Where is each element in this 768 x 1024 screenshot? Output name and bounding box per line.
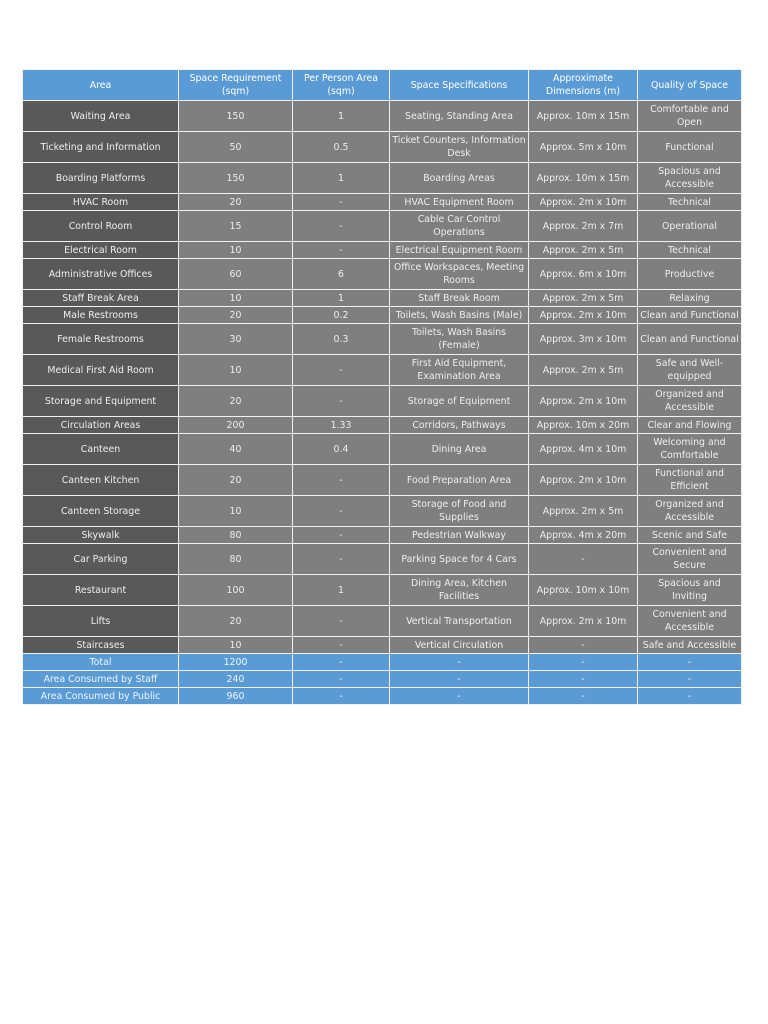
quality-cell: Spacious and Accessible [638, 163, 742, 194]
per-person-cell: 1 [293, 575, 390, 606]
table-row [23, 290, 742, 307]
space-cell: 10 [179, 290, 293, 307]
space-requirements-table [22, 69, 742, 705]
table-row [23, 242, 742, 259]
space-cell: 40 [179, 434, 293, 465]
header-quality-of-space: Quality of Space [638, 70, 742, 101]
table-row [23, 163, 742, 194]
area-cell: Canteen Kitchen [23, 465, 179, 496]
specs-cell: Vertical Circulation [390, 637, 529, 654]
area-cell: Restaurant [23, 575, 179, 606]
summary-row [23, 671, 742, 688]
quality-cell: Spacious and Inviting [638, 575, 742, 606]
per-person-cell: - [293, 527, 390, 544]
quality-cell: Technical [638, 194, 742, 211]
space-cell: 150 [179, 163, 293, 194]
area-cell: Female Restrooms [23, 324, 179, 355]
specs-cell: Pedestrian Walkway [390, 527, 529, 544]
specs-cell: Dining Area [390, 434, 529, 465]
quality-cell: Clean and Functional [638, 324, 742, 355]
dims-cell: Approx. 10m x 10m [529, 575, 638, 606]
per-person-cell: - [293, 355, 390, 386]
space-cell: 200 [179, 417, 293, 434]
per-person-cell: - [293, 637, 390, 654]
quality-cell: Welcoming and Comfortable [638, 434, 742, 465]
per-person-cell: 1 [293, 101, 390, 132]
specs-cell: Parking Space for 4 Cars [390, 544, 529, 575]
summary-specs-cell: - [390, 654, 529, 671]
summary-space-cell: 240 [179, 671, 293, 688]
per-person-cell: 6 [293, 259, 390, 290]
dims-cell: Approx. 2m x 10m [529, 307, 638, 324]
table-row [23, 637, 742, 654]
space-cell: 20 [179, 606, 293, 637]
area-cell: HVAC Room [23, 194, 179, 211]
table-row [23, 307, 742, 324]
summary-dims-cell: - [529, 671, 638, 688]
table-row [23, 465, 742, 496]
space-cell: 50 [179, 132, 293, 163]
specs-cell: Toilets, Wash Basins (Female) [390, 324, 529, 355]
header-per-person-area: Per Person Area (sqm) [293, 70, 390, 101]
table-row [23, 544, 742, 575]
header-space-requirement: Space Requirement (sqm) [179, 70, 293, 101]
summary-space-cell: 1200 [179, 654, 293, 671]
per-person-cell: - [293, 211, 390, 242]
dims-cell: Approx. 4m x 20m [529, 527, 638, 544]
dims-cell: Approx. 2m x 5m [529, 290, 638, 307]
table-row [23, 194, 742, 211]
dims-cell: Approx. 2m x 5m [529, 496, 638, 527]
quality-cell: Convenient and Accessible [638, 606, 742, 637]
specs-cell: Ticket Counters, Information Desk [390, 132, 529, 163]
table-row [23, 606, 742, 637]
per-person-cell: - [293, 465, 390, 496]
area-cell: Waiting Area [23, 101, 179, 132]
dims-cell: Approx. 2m x 10m [529, 465, 638, 496]
table-body [23, 101, 742, 654]
specs-cell: Boarding Areas [390, 163, 529, 194]
specs-cell: Toilets, Wash Basins (Male) [390, 307, 529, 324]
quality-cell: Safe and Well-equipped [638, 355, 742, 386]
dims-cell: - [529, 637, 638, 654]
dims-cell: Approx. 2m x 10m [529, 194, 638, 211]
area-cell: Electrical Room [23, 242, 179, 259]
quality-cell: Comfortable and Open [638, 101, 742, 132]
table-row [23, 101, 742, 132]
quality-cell: Productive [638, 259, 742, 290]
per-person-cell: 0.3 [293, 324, 390, 355]
summary-row [23, 688, 742, 705]
space-cell: 10 [179, 637, 293, 654]
quality-cell: Scenic and Safe [638, 527, 742, 544]
space-cell: 60 [179, 259, 293, 290]
specs-cell: Food Preparation Area [390, 465, 529, 496]
area-cell: Medical First Aid Room [23, 355, 179, 386]
summary-per-person-cell: - [293, 688, 390, 705]
space-cell: 20 [179, 194, 293, 211]
dims-cell: Approx. 5m x 10m [529, 132, 638, 163]
table-header-row [23, 70, 742, 101]
dims-cell: Approx. 2m x 10m [529, 606, 638, 637]
dims-cell: Approx. 2m x 7m [529, 211, 638, 242]
per-person-cell: - [293, 496, 390, 527]
space-cell: 15 [179, 211, 293, 242]
specs-cell: Dining Area, Kitchen Facilities [390, 575, 529, 606]
quality-cell: Organized and Accessible [638, 496, 742, 527]
quality-cell: Operational [638, 211, 742, 242]
specs-cell: Storage of Equipment [390, 386, 529, 417]
specs-cell: Vertical Transportation [390, 606, 529, 637]
summary-specs-cell: - [390, 688, 529, 705]
space-cell: 10 [179, 496, 293, 527]
summary-dims-cell: - [529, 688, 638, 705]
quality-cell: Clear and Flowing [638, 417, 742, 434]
per-person-cell: 1 [293, 290, 390, 307]
dims-cell: Approx. 10m x 20m [529, 417, 638, 434]
table-summary [23, 654, 742, 705]
table-row [23, 386, 742, 417]
per-person-cell: 0.4 [293, 434, 390, 465]
area-cell: Control Room [23, 211, 179, 242]
per-person-cell: - [293, 242, 390, 259]
specs-cell: Cable Car Control Operations [390, 211, 529, 242]
space-cell: 30 [179, 324, 293, 355]
area-cell: Male Restrooms [23, 307, 179, 324]
area-cell: Canteen Storage [23, 496, 179, 527]
summary-area-cell: Area Consumed by Public [23, 688, 179, 705]
dims-cell: Approx. 2m x 5m [529, 242, 638, 259]
summary-row [23, 654, 742, 671]
summary-per-person-cell: - [293, 654, 390, 671]
area-cell: Circulation Areas [23, 417, 179, 434]
area-cell: Skywalk [23, 527, 179, 544]
space-cell: 10 [179, 242, 293, 259]
quality-cell: Functional [638, 132, 742, 163]
space-cell: 80 [179, 527, 293, 544]
dims-cell: Approx. 3m x 10m [529, 324, 638, 355]
area-cell: Staircases [23, 637, 179, 654]
area-cell: Staff Break Area [23, 290, 179, 307]
header-approximate-dimensions: Approximate Dimensions (m) [529, 70, 638, 101]
table-row [23, 324, 742, 355]
space-cell: 80 [179, 544, 293, 575]
summary-specs-cell: - [390, 671, 529, 688]
area-cell: Ticketing and Information [23, 132, 179, 163]
space-cell: 10 [179, 355, 293, 386]
table-row [23, 259, 742, 290]
summary-quality-cell: - [638, 654, 742, 671]
specs-cell: Staff Break Room [390, 290, 529, 307]
specs-cell: Corridors, Pathways [390, 417, 529, 434]
per-person-cell: 0.2 [293, 307, 390, 324]
area-cell: Administrative Offices [23, 259, 179, 290]
dims-cell: - [529, 544, 638, 575]
dims-cell: Approx. 10m x 15m [529, 163, 638, 194]
dims-cell: Approx. 2m x 10m [529, 386, 638, 417]
per-person-cell: - [293, 386, 390, 417]
area-cell: Boarding Platforms [23, 163, 179, 194]
space-cell: 20 [179, 386, 293, 417]
table-row [23, 434, 742, 465]
space-cell: 150 [179, 101, 293, 132]
dims-cell: Approx. 10m x 15m [529, 101, 638, 132]
header-area: Area [23, 70, 179, 101]
summary-area-cell: Total [23, 654, 179, 671]
space-cell: 100 [179, 575, 293, 606]
per-person-cell: 0.5 [293, 132, 390, 163]
per-person-cell: - [293, 606, 390, 637]
summary-per-person-cell: - [293, 671, 390, 688]
per-person-cell: 1.33 [293, 417, 390, 434]
dims-cell: Approx. 4m x 10m [529, 434, 638, 465]
per-person-cell: - [293, 194, 390, 211]
summary-area-cell: Area Consumed by Staff [23, 671, 179, 688]
quality-cell: Convenient and Secure [638, 544, 742, 575]
table-row [23, 496, 742, 527]
dims-cell: Approx. 6m x 10m [529, 259, 638, 290]
specs-cell: Office Workspaces, Meeting Rooms [390, 259, 529, 290]
space-cell: 20 [179, 465, 293, 496]
document-page [22, 69, 741, 705]
table-row [23, 355, 742, 386]
summary-quality-cell: - [638, 671, 742, 688]
quality-cell: Clean and Functional [638, 307, 742, 324]
specs-cell: Storage of Food and Supplies [390, 496, 529, 527]
dims-cell: Approx. 2m x 5m [529, 355, 638, 386]
quality-cell: Technical [638, 242, 742, 259]
table-row [23, 211, 742, 242]
quality-cell: Relaxing [638, 290, 742, 307]
table-row [23, 575, 742, 606]
table-row [23, 132, 742, 163]
per-person-cell: 1 [293, 163, 390, 194]
quality-cell: Organized and Accessible [638, 386, 742, 417]
area-cell: Lifts [23, 606, 179, 637]
specs-cell: Seating, Standing Area [390, 101, 529, 132]
summary-quality-cell: - [638, 688, 742, 705]
quality-cell: Safe and Accessible [638, 637, 742, 654]
table-row [23, 417, 742, 434]
specs-cell: First Aid Equipment, Examination Area [390, 355, 529, 386]
summary-dims-cell: - [529, 654, 638, 671]
table-row [23, 527, 742, 544]
area-cell: Storage and Equipment [23, 386, 179, 417]
specs-cell: Electrical Equipment Room [390, 242, 529, 259]
quality-cell: Functional and Efficient [638, 465, 742, 496]
specs-cell: HVAC Equipment Room [390, 194, 529, 211]
area-cell: Canteen [23, 434, 179, 465]
header-space-specifications: Space Specifications [390, 70, 529, 101]
space-cell: 20 [179, 307, 293, 324]
area-cell: Car Parking [23, 544, 179, 575]
per-person-cell: - [293, 544, 390, 575]
summary-space-cell: 960 [179, 688, 293, 705]
